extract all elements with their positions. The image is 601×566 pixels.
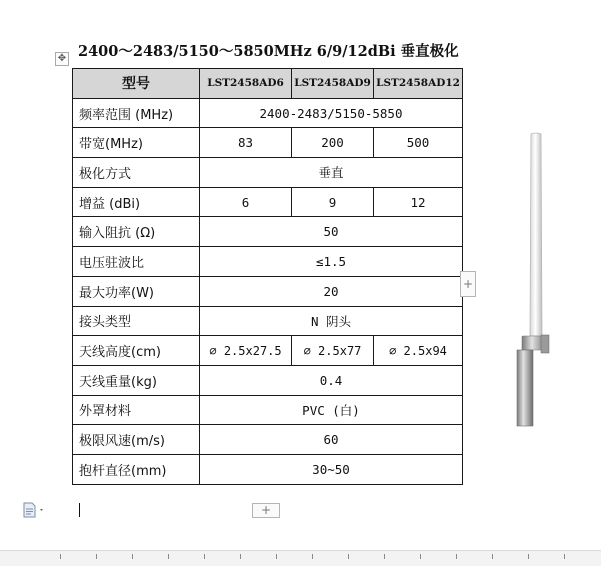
gain-label[interactable]: 增益 (dBi) bbox=[73, 187, 200, 217]
radome-value[interactable]: PVC (白) bbox=[200, 395, 463, 425]
spec-table bbox=[72, 68, 463, 485]
vswr-value[interactable]: ≤1.5 bbox=[200, 247, 463, 277]
freq-value[interactable]: 2400-2483/5150-5850 bbox=[200, 98, 463, 128]
impedance-value[interactable]: 50 bbox=[200, 217, 463, 247]
table-row bbox=[73, 425, 463, 455]
bandwidth-label[interactable]: 带宽(MHz) bbox=[73, 128, 200, 158]
document-title: 2400～2483/5150～5850MHz 6/9/12dBi 垂直极化 bbox=[78, 43, 459, 60]
model-9[interactable]: LST2458AD9 bbox=[292, 69, 374, 99]
table-row bbox=[73, 276, 463, 306]
table-row bbox=[73, 395, 463, 425]
table-row bbox=[73, 306, 463, 336]
document-icon[interactable] bbox=[22, 502, 46, 518]
table-header-row bbox=[73, 69, 463, 99]
table-row bbox=[73, 187, 463, 217]
height-6[interactable]: ⌀ 2.5x27.5 bbox=[200, 336, 292, 366]
table-row bbox=[73, 217, 463, 247]
wind-label[interactable]: 极限风速(m/s) bbox=[73, 425, 200, 455]
polarization-label[interactable]: 极化方式 bbox=[73, 158, 200, 188]
horizontal-ruler bbox=[0, 550, 601, 566]
power-label[interactable]: 最大功率(W) bbox=[73, 276, 200, 306]
bandwidth-6[interactable]: 83 bbox=[200, 128, 292, 158]
impedance-label[interactable]: 输入阻抗 (Ω) bbox=[73, 217, 200, 247]
weight-label[interactable]: 天线重量(kg) bbox=[73, 365, 200, 395]
freq-label[interactable]: 频率范围 (MHz) bbox=[73, 98, 200, 128]
table-row bbox=[73, 365, 463, 395]
table-row bbox=[73, 128, 463, 158]
connector-label[interactable]: 接头类型 bbox=[73, 306, 200, 336]
vswr-label[interactable]: 电压驻波比 bbox=[73, 247, 200, 277]
model-12[interactable]: LST2458AD12 bbox=[374, 69, 463, 99]
polarization-value[interactable]: 垂直 bbox=[200, 158, 463, 188]
wind-value[interactable]: 60 bbox=[200, 425, 463, 455]
model-6[interactable]: LST2458AD6 bbox=[200, 69, 292, 99]
connector-value[interactable]: N 阴头 bbox=[200, 306, 463, 336]
text-cursor bbox=[79, 503, 80, 517]
antenna-image bbox=[505, 130, 555, 430]
table-row bbox=[73, 454, 463, 484]
table-row bbox=[73, 336, 463, 366]
gain-6[interactable]: 6 bbox=[200, 187, 292, 217]
gain-9[interactable]: 9 bbox=[292, 187, 374, 217]
bandwidth-9[interactable]: 200 bbox=[292, 128, 374, 158]
add-row-plus-icon[interactable]: + bbox=[252, 503, 280, 518]
header-label[interactable]: 型号 bbox=[73, 69, 200, 99]
mast-label[interactable]: 抱杆直径(mm) bbox=[73, 454, 200, 484]
radome-label[interactable]: 外罩材料 bbox=[73, 395, 200, 425]
power-value[interactable]: 20 bbox=[200, 276, 463, 306]
gain-12[interactable]: 12 bbox=[374, 187, 463, 217]
height-label[interactable]: 天线高度(cm) bbox=[73, 336, 200, 366]
table-row bbox=[73, 158, 463, 188]
height-9[interactable]: ⌀ 2.5x77 bbox=[292, 336, 374, 366]
weight-value[interactable]: 0.4 bbox=[200, 365, 463, 395]
table-row bbox=[73, 98, 463, 128]
mast-value[interactable]: 30~50 bbox=[200, 454, 463, 484]
bandwidth-12[interactable]: 500 bbox=[374, 128, 463, 158]
table-move-handle-icon[interactable]: ✥ bbox=[55, 52, 69, 66]
add-column-plus-icon[interactable]: + bbox=[460, 271, 476, 297]
table-row bbox=[73, 247, 463, 277]
height-12[interactable]: ⌀ 2.5x94 bbox=[374, 336, 463, 366]
